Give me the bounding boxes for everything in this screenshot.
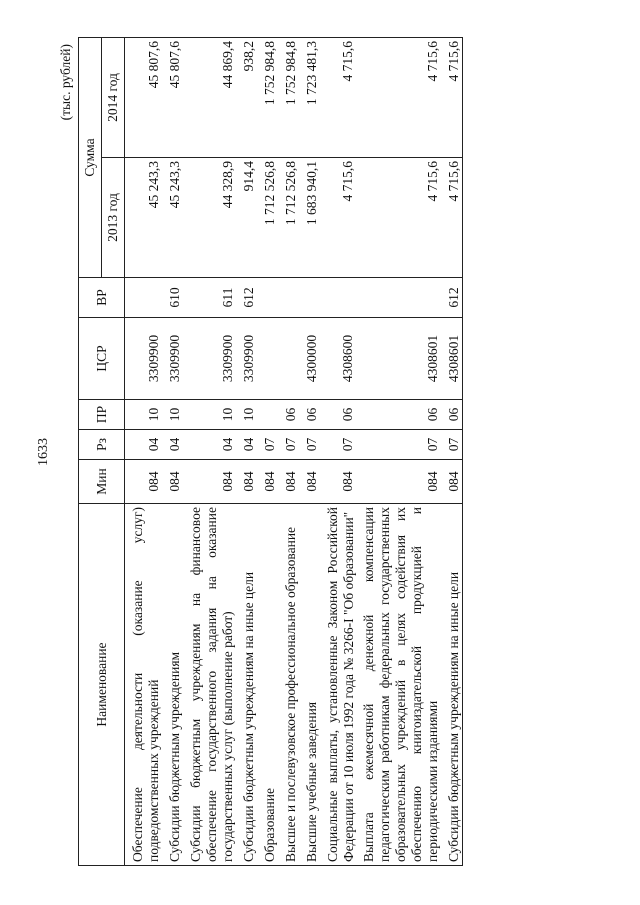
- cell-min: 084: [320, 460, 357, 504]
- cell-pr: [257, 400, 278, 430]
- cell-rz: 04: [162, 430, 183, 460]
- table-row: [162, 37, 183, 865]
- table-row: [441, 37, 463, 865]
- cell-2013: 1 712 526,8: [257, 158, 278, 278]
- cell-csr: 3309900: [162, 318, 183, 400]
- table-row: [257, 37, 278, 865]
- cell-name: Субсидии бюджетным учреждениям на иные цели: [441, 504, 463, 866]
- cell-name: Обеспечение деятельности (оказание услуг) подведомственных учреждений: [125, 504, 162, 866]
- cell-vr: [278, 278, 299, 318]
- cell-2014: 45 807,6: [125, 37, 162, 157]
- cell-name: Высшее и послевузовское профессиональное образование: [278, 504, 299, 866]
- cell-2014: 1 752 984,8: [278, 37, 299, 157]
- cell-2013: 45 243,3: [125, 158, 162, 278]
- cell-rz: 07: [441, 430, 463, 460]
- cell-2013: 4 715,6: [441, 158, 463, 278]
- page-number: 1633: [36, 438, 51, 466]
- cell-vr: 612: [236, 278, 257, 318]
- header-pr: ПР: [79, 400, 125, 430]
- header-min: Мин: [79, 460, 125, 504]
- header-rz: Рз: [79, 430, 125, 460]
- cell-vr: [125, 278, 162, 318]
- table-row: [278, 37, 299, 865]
- cell-pr: 06: [278, 400, 299, 430]
- cell-name: Высшие учебные заведения: [299, 504, 320, 866]
- table-row: [183, 37, 236, 865]
- table-header: [79, 37, 125, 865]
- cell-2014: 4 715,6: [320, 37, 357, 157]
- cell-min: 084: [162, 460, 183, 504]
- cell-name: Субсидии бюджетным учреждениям на финансовое обеспечение государственного задания на оказание государственных услуг (выполнение работ): [183, 504, 236, 866]
- cell-2013: 44 328,9: [183, 158, 236, 278]
- cell-csr: [278, 318, 299, 400]
- cell-pr: 06: [441, 400, 463, 430]
- header-year-2013: 2013 год: [102, 158, 125, 278]
- cell-csr: 4300000: [299, 318, 320, 400]
- cell-2013: 1 712 526,8: [278, 158, 299, 278]
- table-row: [236, 37, 257, 865]
- table-row: [356, 37, 441, 865]
- cell-csr: 4308601: [441, 318, 463, 400]
- cell-min: 084: [356, 460, 441, 504]
- cell-pr: 10: [183, 400, 236, 430]
- cell-vr: 612: [441, 278, 463, 318]
- cell-min: 084: [278, 460, 299, 504]
- cell-pr: 06: [320, 400, 357, 430]
- cell-2014: 45 807,6: [162, 37, 183, 157]
- table-row: [320, 37, 357, 865]
- cell-csr: 4308600: [320, 318, 357, 400]
- cell-min: 084: [183, 460, 236, 504]
- cell-name: Субсидии бюджетным учреждениям: [162, 504, 183, 866]
- cell-2013: 914,4: [236, 158, 257, 278]
- cell-2013: 45 243,3: [162, 158, 183, 278]
- cell-pr: 06: [299, 400, 320, 430]
- cell-2014: 1 723 481,3: [299, 37, 320, 157]
- cell-rz: 07: [278, 430, 299, 460]
- cell-rz: 07: [257, 430, 278, 460]
- cell-min: 084: [299, 460, 320, 504]
- cell-rz: 07: [356, 430, 441, 460]
- cell-csr: 4308601: [356, 318, 441, 400]
- cell-vr: 610: [162, 278, 183, 318]
- cell-csr: 3309900: [236, 318, 257, 400]
- cell-pr: 10: [162, 400, 183, 430]
- cell-pr: 10: [236, 400, 257, 430]
- cell-2014: 1 752 984,8: [257, 37, 278, 157]
- cell-vr: [299, 278, 320, 318]
- unit-label: (тыс. рублей): [58, 44, 73, 121]
- cell-pr: 10: [125, 400, 162, 430]
- cell-2013: 1 683 940,1: [299, 158, 320, 278]
- cell-csr: 3309900: [183, 318, 236, 400]
- cell-rz: 07: [320, 430, 357, 460]
- cell-2013: 4 715,6: [320, 158, 357, 278]
- cell-vr: [257, 278, 278, 318]
- table-body: [125, 37, 463, 865]
- table-row: [299, 37, 320, 865]
- cell-min: 084: [125, 460, 162, 504]
- header-sum: Сумма: [79, 37, 102, 277]
- cell-min: 084: [236, 460, 257, 504]
- header-year-2014: 2014 год: [102, 37, 125, 157]
- cell-vr: [320, 278, 357, 318]
- cell-min: 084: [441, 460, 463, 504]
- table-row: [125, 37, 162, 865]
- header-name: Наименование: [79, 504, 125, 866]
- cell-rz: 04: [183, 430, 236, 460]
- cell-csr: [257, 318, 278, 400]
- cell-name: Выплата ежемесячной денежной компенсации педагогическим работникам федеральных государственных образовательных учреждений в целях содействия их обеспечению книгоиздательской продукцией и периодическими изданиями: [356, 504, 441, 866]
- budget-table: [78, 37, 463, 866]
- cell-2014: 44 869,4: [183, 37, 236, 157]
- header-csr: ЦСР: [79, 318, 125, 400]
- cell-pr: 06: [356, 400, 441, 430]
- cell-rz: 04: [236, 430, 257, 460]
- cell-rz: 04: [125, 430, 162, 460]
- cell-2014: 938,2: [236, 37, 257, 157]
- cell-2014: 4 715,6: [441, 37, 463, 157]
- cell-2014: 4 715,6: [356, 37, 441, 157]
- cell-min: 084: [257, 460, 278, 504]
- cell-vr: [356, 278, 441, 318]
- cell-name: Социальные выплаты, установленные Законом Российской Федерации от 10 июля 1992 года № 3266-I "Об образовании": [320, 504, 357, 866]
- cell-csr: 3309900: [125, 318, 162, 400]
- cell-rz: 07: [299, 430, 320, 460]
- cell-name: Образование: [257, 504, 278, 866]
- header-vr: ВР: [79, 278, 125, 318]
- cell-name: Субсидии бюджетным учреждениям на иные цели: [236, 504, 257, 866]
- rotated-document-page: [30, 22, 610, 882]
- cell-vr: 611: [183, 278, 236, 318]
- cell-2013: 4 715,6: [356, 158, 441, 278]
